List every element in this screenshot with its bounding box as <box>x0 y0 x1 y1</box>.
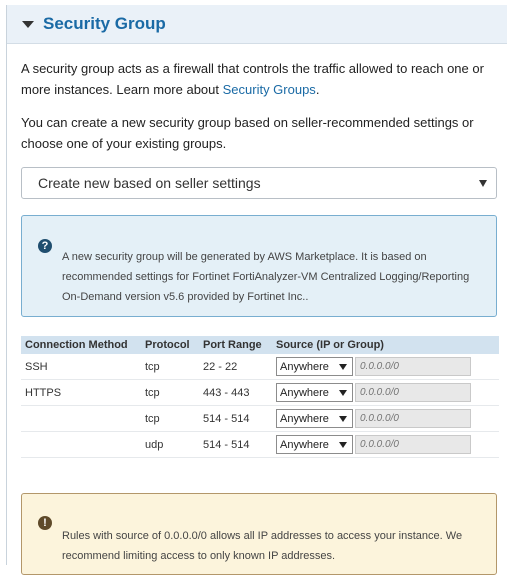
source-select[interactable] <box>276 383 353 402</box>
port-range-cell: 22 - 22 <box>199 354 272 380</box>
column-header-protocol: Protocol <box>141 336 199 354</box>
source-cell <box>272 406 499 432</box>
table-row <box>21 380 499 406</box>
security-group-select-value: Create new based on seller settings <box>38 175 261 191</box>
column-header-source: Source (IP or Group) <box>272 336 499 354</box>
info-alert-text: A new security group will be generated by AWS Marketplace. It is based on recommended settings for Fortinet FortiAnalyzer-VM Centralized Logging/Reporting On-Demand version v5.6 provided by Fortinet Inc.. <box>62 251 470 303</box>
connection-method-cell <box>21 432 141 458</box>
security-group-panel <box>6 5 507 565</box>
security-groups-link[interactable]: Security Groups <box>222 82 316 97</box>
column-header-port-range: Port Range <box>199 336 272 354</box>
intro-text-end: . <box>315 82 320 97</box>
cidr-input <box>355 409 471 428</box>
info-icon: ? <box>38 239 52 253</box>
intro-text-start: A security group acts as a firewall that controls the traffic allowed to reach one or more instances. Learn more about <box>21 61 484 97</box>
dropdown-arrow-icon <box>339 390 347 396</box>
table-row <box>21 432 499 458</box>
source-select[interactable] <box>276 435 353 454</box>
choose-text: You can create a new security group based on seller-recommended settings or choose one of your existing groups. <box>21 115 474 151</box>
source-cell <box>272 354 499 380</box>
connection-method-cell: HTTPS <box>21 380 141 406</box>
security-rules-table <box>21 336 499 458</box>
source-select-value: Anywhere <box>280 412 329 425</box>
section-title: Security Group <box>43 14 166 33</box>
source-select[interactable] <box>276 409 353 428</box>
security-group-header[interactable] <box>7 5 507 44</box>
source-select-value: Anywhere <box>280 360 329 373</box>
warning-alert-text: Rules with source of 0.0.0.0/0 allows all IP addresses to access your instance. We recommend limiting access to only known IP addresses. <box>62 530 463 562</box>
info-alert <box>21 215 497 317</box>
protocol-cell: tcp <box>141 380 199 406</box>
protocol-cell: udp <box>141 432 199 458</box>
protocol-cell: tcp <box>141 354 199 380</box>
table-row <box>21 354 499 380</box>
table-row <box>21 406 499 432</box>
warning-icon: ! <box>38 516 52 530</box>
table-header-row <box>21 336 499 354</box>
port-range-cell: 514 - 514 <box>199 432 272 458</box>
section-content <box>7 58 507 575</box>
source-cell <box>272 432 499 458</box>
source-cell <box>272 380 499 406</box>
intro-text <box>21 58 497 100</box>
dropdown-arrow-icon <box>339 442 347 448</box>
port-range-cell: 514 - 514 <box>199 406 272 432</box>
port-range-cell: 443 - 443 <box>199 380 272 406</box>
cidr-input <box>355 357 471 376</box>
caret-down-icon[interactable] <box>22 21 34 28</box>
cidr-input <box>355 383 471 402</box>
security-group-select[interactable] <box>21 167 497 199</box>
dropdown-arrow-icon <box>339 416 347 422</box>
source-select-value: Anywhere <box>280 438 329 451</box>
protocol-cell: tcp <box>141 406 199 432</box>
cidr-input <box>355 435 471 454</box>
warning-alert <box>21 493 497 575</box>
connection-method-cell <box>21 406 141 432</box>
column-header-connection-method: Connection Method <box>21 336 141 354</box>
connection-method-cell: SSH <box>21 354 141 380</box>
source-select[interactable] <box>276 357 353 376</box>
dropdown-arrow-icon <box>479 180 487 187</box>
source-select-value: Anywhere <box>280 386 329 399</box>
dropdown-arrow-icon <box>339 364 347 370</box>
